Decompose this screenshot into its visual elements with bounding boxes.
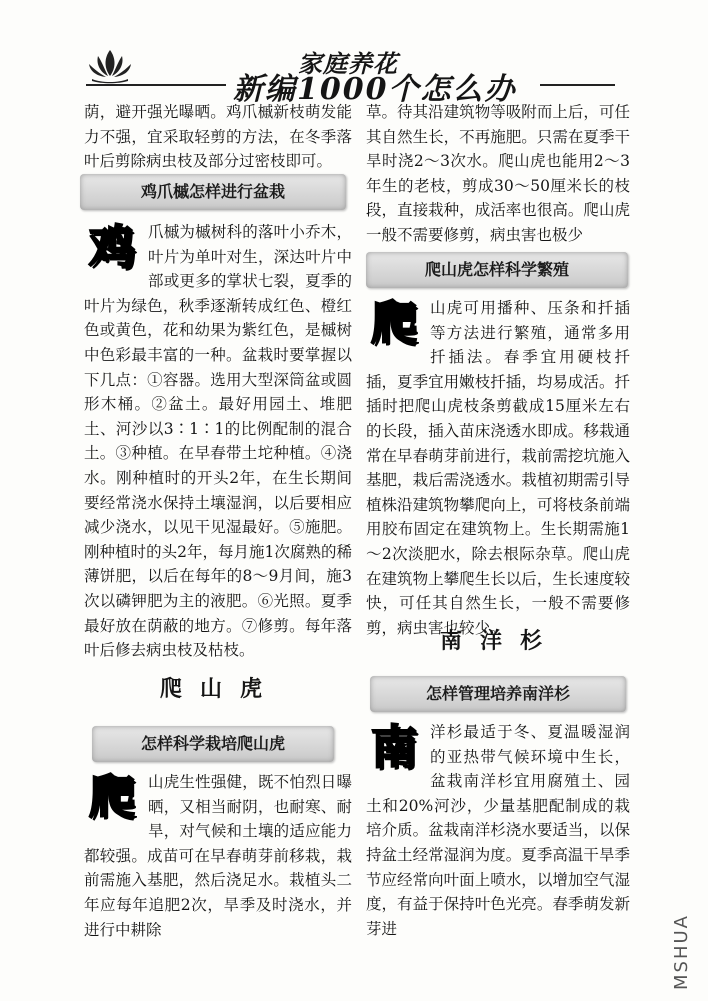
right-column xyxy=(366,100,630,248)
section-title-nanyangshan: 南洋杉 xyxy=(439,629,560,654)
series-title: 家庭养花 xyxy=(298,49,398,78)
lotus-icon xyxy=(86,44,134,84)
book-title: 新编1000个怎么办 xyxy=(233,72,517,107)
dropcap-ji: 鸡 xyxy=(89,220,135,274)
right-banner-pashanhu-propagation: 爬山虎怎样科学繁殖 xyxy=(366,252,628,288)
right-article-1 xyxy=(366,296,630,640)
left-article-1 xyxy=(84,220,352,663)
header-rule-left xyxy=(86,84,226,86)
left-article-1-text: 爪槭为槭树科的落叶小乔木，叶片为单叶对生，深达叶片中部或更多的掌状七裂，夏季的叶片为绿色，秋季逐渐转成红色、橙红色或黄色，花和幼果为紫红色，是槭树中色彩最丰富的一种。盆栽时要掌握以下几点：①容器。选用大型深筒盆或圆形木桶。②盆土。最好用园土、堆肥土、河沙以3∶1∶1的比例配制的混合土。③种植。在早春带土坨种植。④浇水。刚种植时的开头2年，在生长期间要经常浇水保持土壤湿润，以后要相应减少浇水，以见干见湿最好。⑤施肥。刚种植时的头2年，每月施1次腐熟的稀薄饼肥，以后在每年的8～9月间，施3次以磷钾肥为主的液肥。⑥光照。夏季最好放在荫蔽的地方。⑦修剪。每年落叶后修去病虫枝及枯枝。 xyxy=(84,223,352,660)
header-rule-right xyxy=(540,84,615,86)
right-article-1-text: 山虎可用播种、压条和扦插等方法进行繁殖，通常多用扦插法。春季宜用硬枝扦插，夏季宜用嫩枝扦插，均易成活。扦插时把爬山虎枝条剪截成15厘米左右的长段，插入苗床浇透水即成。移栽通常在早春萌芽前进行，栽前需挖坑施入基肥，栽后需浇透水。栽植初期需引导植株沿建筑物攀爬向上，可将枝条前端用胶布固定在建筑物上。生长期需施1～2次淡肥水，除去根际杂草。爬山虎在建筑物上攀爬生长以后，生长速度较快，可任其自然生长，一般不需要修剪，病虫害也较少。 xyxy=(366,299,630,637)
left-column xyxy=(84,100,352,174)
right-article-2 xyxy=(366,720,630,941)
right-article-2-text: 洋杉最适于冬、夏温暖湿润的亚热带气候环境中生长，盆栽南洋杉宜用腐殖土、园土和20%河沙，少量基肥配制成的栽培介质。盆栽南洋杉浇水要适当，以保持盆土经常湿润为度。夏季高温干旱季节应经常向叶面上喷水，以增加空气湿度，有益于保持叶色光亮。春季萌发新芽进 xyxy=(366,723,630,938)
left-article-2-text: 山虎生性强健，既不怕烈日曝晒，又相当耐阴，也耐寒、耐旱，对气候和土壤的适应能力都较强。成苗可在早春萌芽前移栽，栽前需施入基肥，然后浇足水。栽植头二年应每年追肥2次，旱季及时浇水，并进行中耕除 xyxy=(84,773,352,939)
left-banner-jizhuaqi: 鸡爪槭怎样进行盆栽 xyxy=(80,174,346,210)
dropcap-pa-right: 爬 xyxy=(371,296,417,350)
section-title-pashanhu: 爬山虎 xyxy=(159,677,280,702)
right-intro-paragraph: 草。待其沿建筑物等吸附而上后，可任其自然生长，不再施肥。只需在夏季干旱时浇2～3次水。爬山虎也能用2～3年生的老枝，剪成30～50厘米长的枝段，直接栽种，成活率也很高。爬山虎一般不需要修剪，病虫害也极少 xyxy=(366,103,630,244)
left-banner-pashanhu-cultivation: 怎样科学栽培爬山虎 xyxy=(92,726,334,762)
watermark: MSHUA xyxy=(671,914,692,990)
page-header xyxy=(0,0,708,107)
dropcap-nan: 南 xyxy=(371,720,417,774)
left-intro-paragraph: 荫，避开强光曝晒。鸡爪槭新枝萌发能力不强，宜采取轻剪的方法，在冬季落叶后剪除病虫枝及部分过密枝即可。 xyxy=(84,103,352,171)
left-article-2 xyxy=(84,770,352,942)
dropcap-pa-left: 爬 xyxy=(89,770,135,824)
right-banner-nanyangshan: 怎样管理培养南洋杉 xyxy=(370,676,626,712)
